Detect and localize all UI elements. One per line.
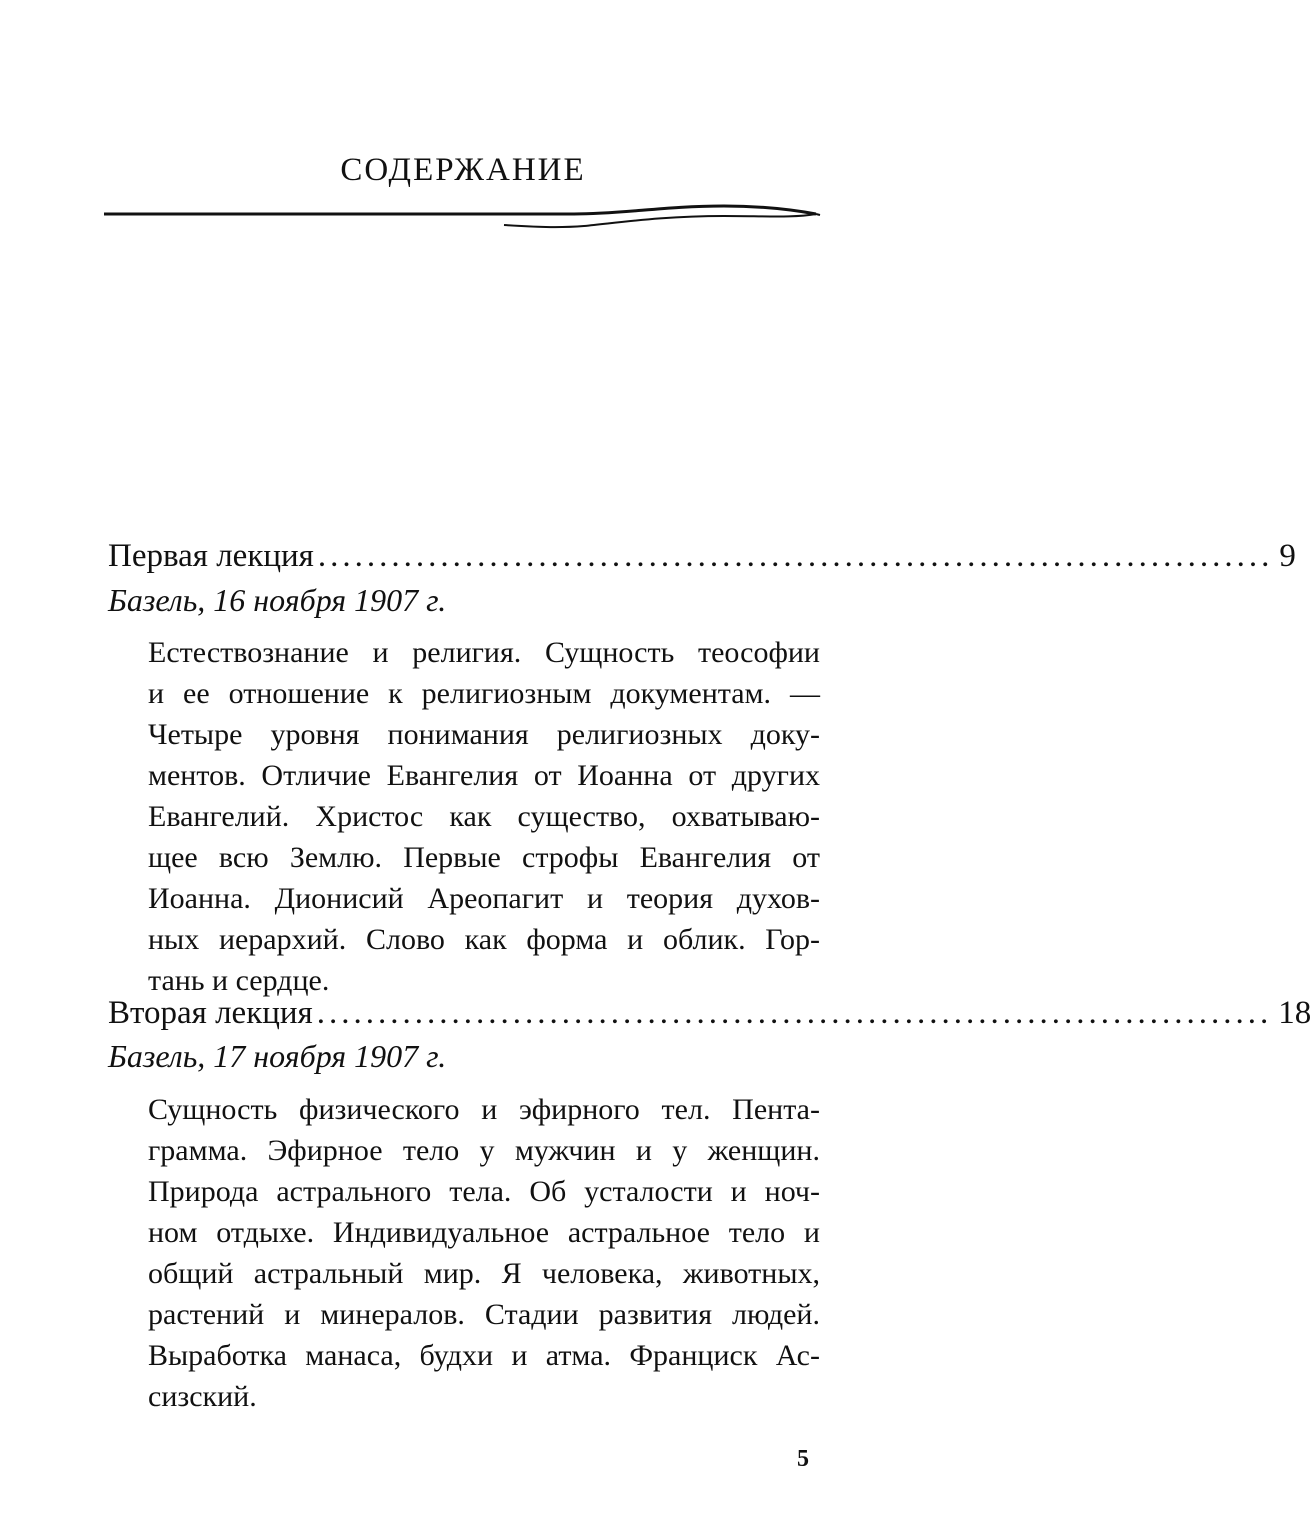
decorative-title-rule: [104, 196, 820, 236]
toc-entry-title-row[interactable]: [108, 536, 1296, 576]
summary-line: Сущность физического и эфирного тел. Пента-: [148, 1093, 820, 1126]
toc-entry-page-number: 9: [1279, 538, 1296, 574]
summary-line: грамма. Эфирное тело у мужчин и у женщин.: [148, 1134, 820, 1167]
summary-line: Природа астрального тела. Об усталости и ноч-: [148, 1175, 820, 1208]
toc-entry-place-date: Базель, 17 ноября 1907 г.: [108, 1038, 447, 1074]
toc-entry-place-date: Базель, 16 ноября 1907 г.: [108, 582, 447, 618]
toc-entry-title: Первая лекция: [108, 538, 314, 574]
toc-entry-summary: [148, 1089, 820, 1417]
summary-line: Естествознание и религия. Сущность теософии: [148, 636, 820, 669]
toc-entry-title: Вторая лекция: [108, 995, 313, 1031]
summary-line: щее всю Землю. Первые строфы Евангелия от: [148, 841, 820, 874]
summary-line: тань и сердце.: [148, 964, 330, 997]
page-number: 5: [797, 1446, 809, 1472]
summary-line: ных иерархий. Слово как форма и облик. Гор-: [148, 923, 820, 956]
summary-line: Четыре уровня понимания религиозных доку-: [148, 718, 820, 751]
summary-line: растений и минералов. Стадии развития людей.: [148, 1298, 820, 1331]
summary-line: общий астральный мир. Я человека, животных,: [148, 1257, 820, 1290]
summary-line: ном отдыхе. Индивидуальное астральное тело и: [148, 1216, 820, 1249]
summary-line: сизский.: [148, 1380, 257, 1413]
summary-line: и ее отношение к религиозным документам. —: [148, 677, 820, 710]
leader-dots: ..............................................................................: [317, 538, 1274, 574]
summary-line: Выработка манаса, будхи и атма. Франциск Ас-: [148, 1339, 820, 1372]
summary-line: ментов. Отличие Евангелия от Иоанна от других: [148, 759, 820, 792]
leader-dots: ..............................................................................: [316, 995, 1273, 1031]
summary-line: Иоанна. Дионисий Ареопагит и теория духов-: [148, 882, 820, 915]
page-title: СОДЕРЖАНИЕ: [340, 152, 586, 188]
summary-line: Евангелий. Христос как существо, охватываю-: [148, 800, 820, 833]
toc-entry-page-number: 18: [1278, 995, 1311, 1031]
toc-entry-title-row[interactable]: [108, 993, 1311, 1033]
toc-entry-summary: [148, 632, 820, 1001]
